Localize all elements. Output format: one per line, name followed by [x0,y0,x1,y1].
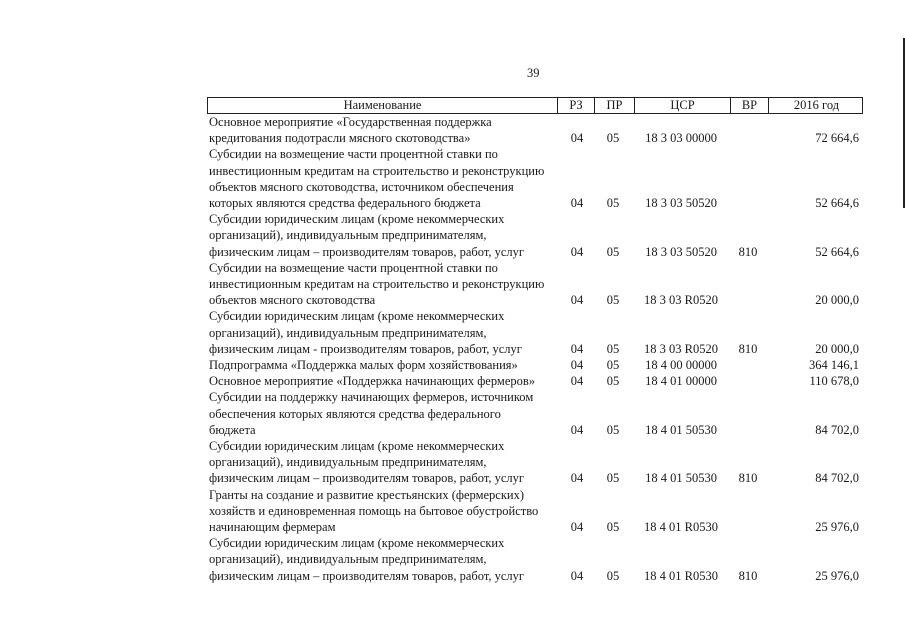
row-vr: 810 [738,341,758,356]
row-rz: 04 [570,341,584,356]
row-name: Субсидии на поддержку начинающих фермеров, источником обеспечения которых являются средства федерального бюджета [209,390,534,437]
row-rz: 04 [570,196,584,211]
row-sum: 20 000,0 [815,341,859,356]
row-csr: 18 3 03 R0520 [644,293,718,308]
row-name: Субсидии юридическим лицам (кроме некоммерческих организаций), индивидуальным предпринимателям, физическим лицам - производителям товаров, работ, услуг [209,309,522,356]
row-name: Субсидии юридическим лицам (кроме некоммерческих организаций), индивидуальным предпринимателям, физическим лицам – производителям товаров, работ, услуг [209,439,525,486]
row-csr: 18 4 01 50530 [645,471,717,486]
row-rz: 04 [570,131,584,146]
row-pr: 05 [606,244,620,259]
row-name: Основное мероприятие «Поддержка начинающих фермеров» [209,374,536,389]
table-row [207,308,863,357]
row-rz: 04 [570,568,584,583]
row-rz: 04 [570,358,584,373]
row-rz: 04 [570,422,584,437]
row-sum: 364 146,1 [809,358,859,373]
row-csr: 18 3 03 R0520 [644,341,718,356]
row-rz: 04 [570,244,584,259]
row-sum: 84 702,0 [815,471,859,486]
row-csr: 18 4 01 R0530 [644,568,718,583]
header-csr: ЦСР [634,98,730,113]
table-row [207,146,863,211]
row-name: Основное мероприятие «Государственная поддержка кредитования подотрасли мясного скотоводства» [209,115,492,146]
table-row [207,260,863,309]
row-pr: 05 [606,196,620,211]
row-pr: 05 [606,131,620,146]
row-vr: 810 [738,244,758,259]
row-name: Гранты на создание и развитие крестьянских (фермерских) хозяйств и единовременная помощь на бытовое обустройство начинающим фермерам [209,487,539,535]
row-rz: 04 [570,293,584,308]
row-sum: 25 976,0 [815,568,859,583]
table-row [207,114,863,146]
row-csr: 18 4 01 50530 [645,422,717,437]
row-name: Субсидии юридическим лицам (кроме некоммерческих организаций), индивидуальным предпринимателям, физическим лицам – производителям товаров, работ, услуг [209,212,525,259]
row-vr: 810 [738,471,758,486]
table-row [207,373,863,389]
row-sum: 72 664,6 [815,131,859,146]
table-row [207,438,863,487]
row-sum: 25 976,0 [815,520,859,535]
row-name: Субсидии на возмещение части процентной ставки по инвестиционным кредитам на строительство и реконструкцию объектов мясного скотоводства, источником обеспечения которых являются средства федерального бюджета [209,147,545,211]
row-sum: 110 678,0 [809,374,859,389]
table-row [207,211,863,260]
row-rz: 04 [570,471,584,486]
row-rz: 04 [570,520,584,535]
header-rz: РЗ [557,98,594,113]
row-pr: 05 [606,520,620,535]
table-row [207,357,863,373]
table-row [207,535,863,584]
budget-table [207,97,863,584]
header-vr: ВР [730,98,768,113]
row-name: Субсидии юридическим лицам (кроме некоммерческих организаций), индивидуальным предпринимателям, физическим лицам – производителям товаров, работ, услуг [209,536,525,583]
row-pr: 05 [606,471,620,486]
page-number: 39 [527,66,540,80]
row-sum: 84 702,0 [815,422,859,437]
row-name: Субсидии на возмещение части процентной ставки по инвестиционным кредитам на строительство и реконструкцию объектов мясного скотоводства [209,260,545,308]
table-header [207,97,863,114]
row-pr: 05 [606,341,620,356]
header-year: 2016 год [768,98,864,113]
row-csr: 18 4 01 R0530 [644,520,718,535]
header-pr: ПР [594,98,634,113]
row-pr: 05 [606,422,620,437]
row-pr: 05 [606,293,620,308]
row-pr: 05 [606,358,620,373]
row-vr: 810 [738,568,758,583]
row-sum: 52 664,6 [815,244,859,259]
table-row [207,487,863,536]
header-name: Наименование [343,98,422,112]
row-csr: 18 4 00 00000 [645,358,717,373]
row-csr: 18 3 03 00000 [645,131,717,146]
row-rz: 04 [570,374,584,389]
row-csr: 18 3 03 50520 [645,196,717,211]
row-csr: 18 4 01 00000 [645,374,717,389]
row-pr: 05 [606,374,620,389]
row-csr: 18 3 03 50520 [645,244,717,259]
row-sum: 20 000,0 [815,293,859,308]
row-pr: 05 [606,568,620,583]
table-row [207,389,863,438]
row-name: Подпрограмма «Поддержка малых форм хозяйствования» [209,358,518,373]
row-sum: 52 664,6 [815,196,859,211]
table-body [207,114,863,584]
